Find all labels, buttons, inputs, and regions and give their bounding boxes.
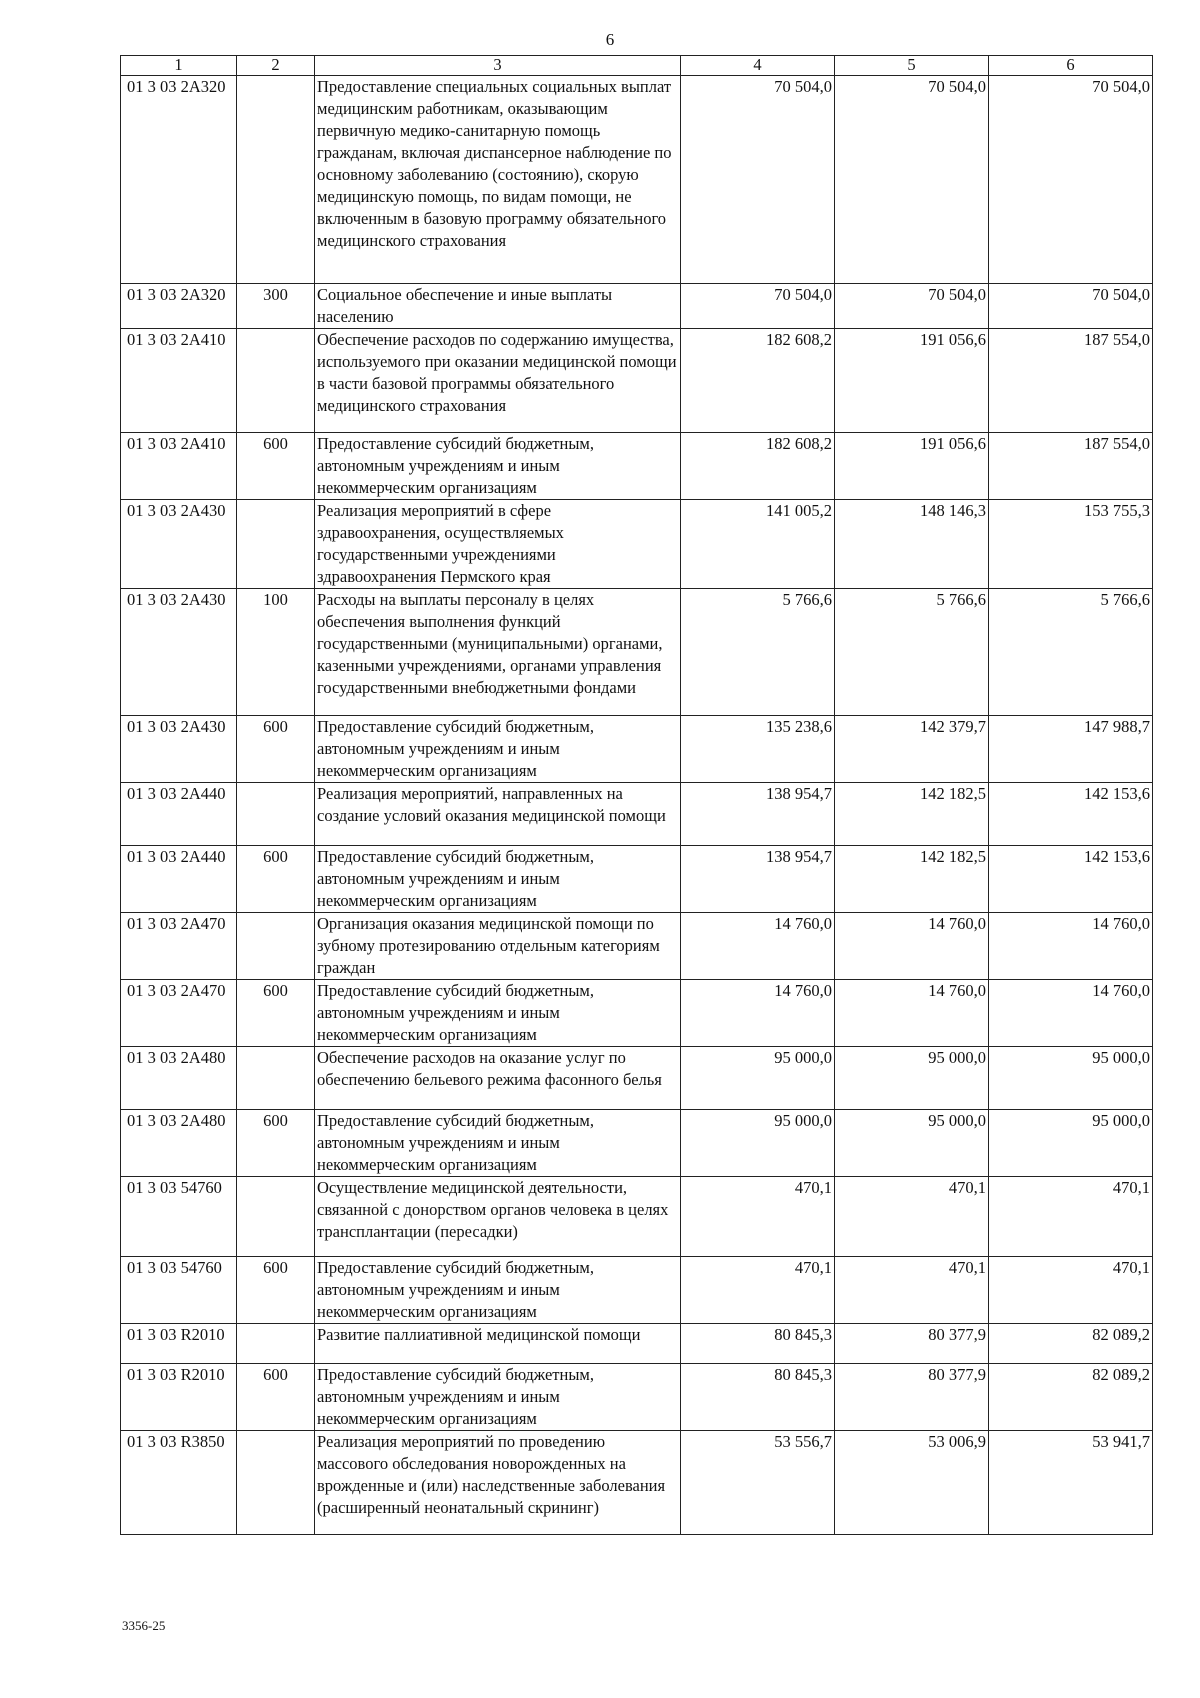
table-row <box>121 1177 1153 1257</box>
row-value-1: 135 238,6 <box>681 716 835 783</box>
table-row <box>121 846 1153 913</box>
row-vr: 600 <box>237 1257 315 1324</box>
row-value-3: 187 554,0 <box>989 329 1153 433</box>
row-value-1: 70 504,0 <box>681 76 835 284</box>
table-row <box>121 589 1153 716</box>
row-value-1: 14 760,0 <box>681 980 835 1047</box>
row-value-1: 95 000,0 <box>681 1110 835 1177</box>
row-code: 01 3 03 2А320 <box>121 76 237 284</box>
row-name: Осуществление медицинской деятельности, связанной с донорством органов человека в целях трансплантации (пересадки) <box>315 1177 681 1257</box>
row-vr: 600 <box>237 1110 315 1177</box>
row-code: 01 3 03 2А430 <box>121 500 237 589</box>
row-code: 01 3 03 R3850 <box>121 1431 237 1535</box>
row-vr <box>237 1324 315 1364</box>
row-code: 01 3 03 2А440 <box>121 846 237 913</box>
header-col-5: 5 <box>835 56 989 76</box>
row-value-1: 470,1 <box>681 1257 835 1324</box>
row-code: 01 3 03 2А470 <box>121 913 237 980</box>
row-name: Реализация мероприятий в сфере здравоохранения, осуществляемых государственными учреждениями здравоохранения Пермского края <box>315 500 681 589</box>
row-code: 01 3 03 2А430 <box>121 716 237 783</box>
row-value-3: 70 504,0 <box>989 284 1153 329</box>
row-vr <box>237 329 315 433</box>
row-vr: 600 <box>237 716 315 783</box>
row-code: 01 3 03 2А440 <box>121 783 237 846</box>
row-name: Предоставление субсидий бюджетным, автономным учреждениям и иным некоммерческим организациям <box>315 1110 681 1177</box>
table-row <box>121 783 1153 846</box>
row-vr: 100 <box>237 589 315 716</box>
row-name: Предоставление специальных социальных выплат медицинским работникам, оказывающим первичную медико-санитарную помощь гражданам, включая диспансерное наблюдение по основному заболеванию (состоянию), скорую медицинскую помощь, по видам помощи, не включенным в базовую программу обязательного медицинского страхования <box>315 76 681 284</box>
row-value-2: 95 000,0 <box>835 1047 989 1110</box>
row-vr <box>237 500 315 589</box>
row-vr <box>237 1177 315 1257</box>
row-code: 01 3 03 2А430 <box>121 589 237 716</box>
row-value-2: 470,1 <box>835 1177 989 1257</box>
row-code: 01 3 03 2А480 <box>121 1110 237 1177</box>
row-value-1: 141 005,2 <box>681 500 835 589</box>
row-name: Предоставление субсидий бюджетным, автономным учреждениям и иным некоммерческим организациям <box>315 1364 681 1431</box>
row-value-3: 142 153,6 <box>989 846 1153 913</box>
table-row <box>121 1324 1153 1364</box>
row-value-2: 191 056,6 <box>835 329 989 433</box>
row-value-3: 153 755,3 <box>989 500 1153 589</box>
row-value-2: 148 146,3 <box>835 500 989 589</box>
row-value-1: 95 000,0 <box>681 1047 835 1110</box>
row-code: 01 3 03 54760 <box>121 1177 237 1257</box>
row-value-3: 142 153,6 <box>989 783 1153 846</box>
document-code: 3356-25 <box>122 1618 166 1633</box>
row-value-3: 95 000,0 <box>989 1110 1153 1177</box>
row-value-3: 470,1 <box>989 1177 1153 1257</box>
row-code: 01 3 03 2А470 <box>121 980 237 1047</box>
row-value-2: 191 056,6 <box>835 433 989 500</box>
row-value-2: 53 006,9 <box>835 1431 989 1535</box>
table-row <box>121 1047 1153 1110</box>
row-value-1: 182 608,2 <box>681 329 835 433</box>
header-col-3: 3 <box>315 56 681 76</box>
row-code: 01 3 03 2А410 <box>121 433 237 500</box>
row-value-1: 470,1 <box>681 1177 835 1257</box>
row-vr <box>237 913 315 980</box>
row-value-1: 53 556,7 <box>681 1431 835 1535</box>
table-row <box>121 284 1153 329</box>
row-vr <box>237 1431 315 1535</box>
row-value-1: 80 845,3 <box>681 1364 835 1431</box>
row-name: Обеспечение расходов на оказание услуг по обеспечению бельевого режима фасонного белья <box>315 1047 681 1110</box>
row-vr: 600 <box>237 980 315 1047</box>
row-value-3: 187 554,0 <box>989 433 1153 500</box>
row-value-2: 142 379,7 <box>835 716 989 783</box>
row-value-2: 5 766,6 <box>835 589 989 716</box>
row-value-2: 95 000,0 <box>835 1110 989 1177</box>
table-row <box>121 329 1153 433</box>
table-row <box>121 1364 1153 1431</box>
row-value-3: 70 504,0 <box>989 76 1153 284</box>
row-vr <box>237 783 315 846</box>
row-code: 01 3 03 2А480 <box>121 1047 237 1110</box>
row-value-1: 80 845,3 <box>681 1324 835 1364</box>
budget-table <box>120 55 1153 1535</box>
row-value-3: 14 760,0 <box>989 980 1153 1047</box>
row-name: Реализация мероприятий по проведению массового обследования новорожденных на врожденные и (или) наследственные заболевания (расширенный неонатальный скрининг) <box>315 1431 681 1535</box>
row-code: 01 3 03 2А410 <box>121 329 237 433</box>
row-value-2: 142 182,5 <box>835 783 989 846</box>
row-value-3: 82 089,2 <box>989 1324 1153 1364</box>
row-value-1: 138 954,7 <box>681 783 835 846</box>
row-value-3: 14 760,0 <box>989 913 1153 980</box>
row-code: 01 3 03 54760 <box>121 1257 237 1324</box>
row-value-1: 14 760,0 <box>681 913 835 980</box>
row-name: Предоставление субсидий бюджетным, автономным учреждениям и иным некоммерческим организациям <box>315 846 681 913</box>
row-vr: 600 <box>237 846 315 913</box>
row-name: Предоставление субсидий бюджетным, автономным учреждениям и иным некоммерческим организациям <box>315 433 681 500</box>
table-row <box>121 1431 1153 1535</box>
row-value-3: 147 988,7 <box>989 716 1153 783</box>
row-vr: 600 <box>237 433 315 500</box>
header-col-2: 2 <box>237 56 315 76</box>
row-code: 01 3 03 2А320 <box>121 284 237 329</box>
header-col-1: 1 <box>121 56 237 76</box>
row-value-2: 470,1 <box>835 1257 989 1324</box>
table-row <box>121 500 1153 589</box>
row-name: Обеспечение расходов по содержанию имущества, используемого при оказании медицинской помощи в части базовой программы обязательного медицинского страхования <box>315 329 681 433</box>
row-value-3: 82 089,2 <box>989 1364 1153 1431</box>
table-row <box>121 980 1153 1047</box>
row-vr <box>237 1047 315 1110</box>
row-value-2: 142 182,5 <box>835 846 989 913</box>
row-value-3: 53 941,7 <box>989 1431 1153 1535</box>
header-col-4: 4 <box>681 56 835 76</box>
table-row <box>121 1257 1153 1324</box>
row-value-2: 80 377,9 <box>835 1324 989 1364</box>
row-vr <box>237 76 315 284</box>
header-col-6: 6 <box>989 56 1153 76</box>
row-vr: 600 <box>237 1364 315 1431</box>
row-value-2: 14 760,0 <box>835 980 989 1047</box>
row-name: Реализация мероприятий, направленных на создание условий оказания медицинской помощи <box>315 783 681 846</box>
header-row <box>121 56 1153 76</box>
row-value-3: 5 766,6 <box>989 589 1153 716</box>
table-row <box>121 716 1153 783</box>
row-value-2: 14 760,0 <box>835 913 989 980</box>
row-name: Расходы на выплаты персоналу в целях обеспечения выполнения функций государственными (муниципальными) органами, казенными учреждениями, органами управления государственными внебюджетными фондами <box>315 589 681 716</box>
table-row <box>121 433 1153 500</box>
row-code: 01 3 03 R2010 <box>121 1364 237 1431</box>
row-value-2: 70 504,0 <box>835 284 989 329</box>
table-row <box>121 1110 1153 1177</box>
row-code: 01 3 03 R2010 <box>121 1324 237 1364</box>
table-row <box>121 913 1153 980</box>
row-name: Предоставление субсидий бюджетным, автономным учреждениям и иным некоммерческим организациям <box>315 980 681 1047</box>
row-name: Развитие паллиативной медицинской помощи <box>315 1324 681 1364</box>
row-name: Социальное обеспечение и иные выплаты населению <box>315 284 681 329</box>
row-vr: 300 <box>237 284 315 329</box>
page-number: 6 <box>605 30 615 49</box>
row-value-3: 470,1 <box>989 1257 1153 1324</box>
row-value-3: 95 000,0 <box>989 1047 1153 1110</box>
row-value-1: 5 766,6 <box>681 589 835 716</box>
table-row <box>121 76 1153 284</box>
row-value-1: 70 504,0 <box>681 284 835 329</box>
row-name: Предоставление субсидий бюджетным, автономным учреждениям и иным некоммерческим организациям <box>315 1257 681 1324</box>
row-value-2: 70 504,0 <box>835 76 989 284</box>
row-value-1: 138 954,7 <box>681 846 835 913</box>
row-value-1: 182 608,2 <box>681 433 835 500</box>
row-name: Предоставление субсидий бюджетным, автономным учреждениям и иным некоммерческим организациям <box>315 716 681 783</box>
row-name: Организация оказания медицинской помощи по зубному протезированию отдельным категориям граждан <box>315 913 681 980</box>
row-value-2: 80 377,9 <box>835 1364 989 1431</box>
